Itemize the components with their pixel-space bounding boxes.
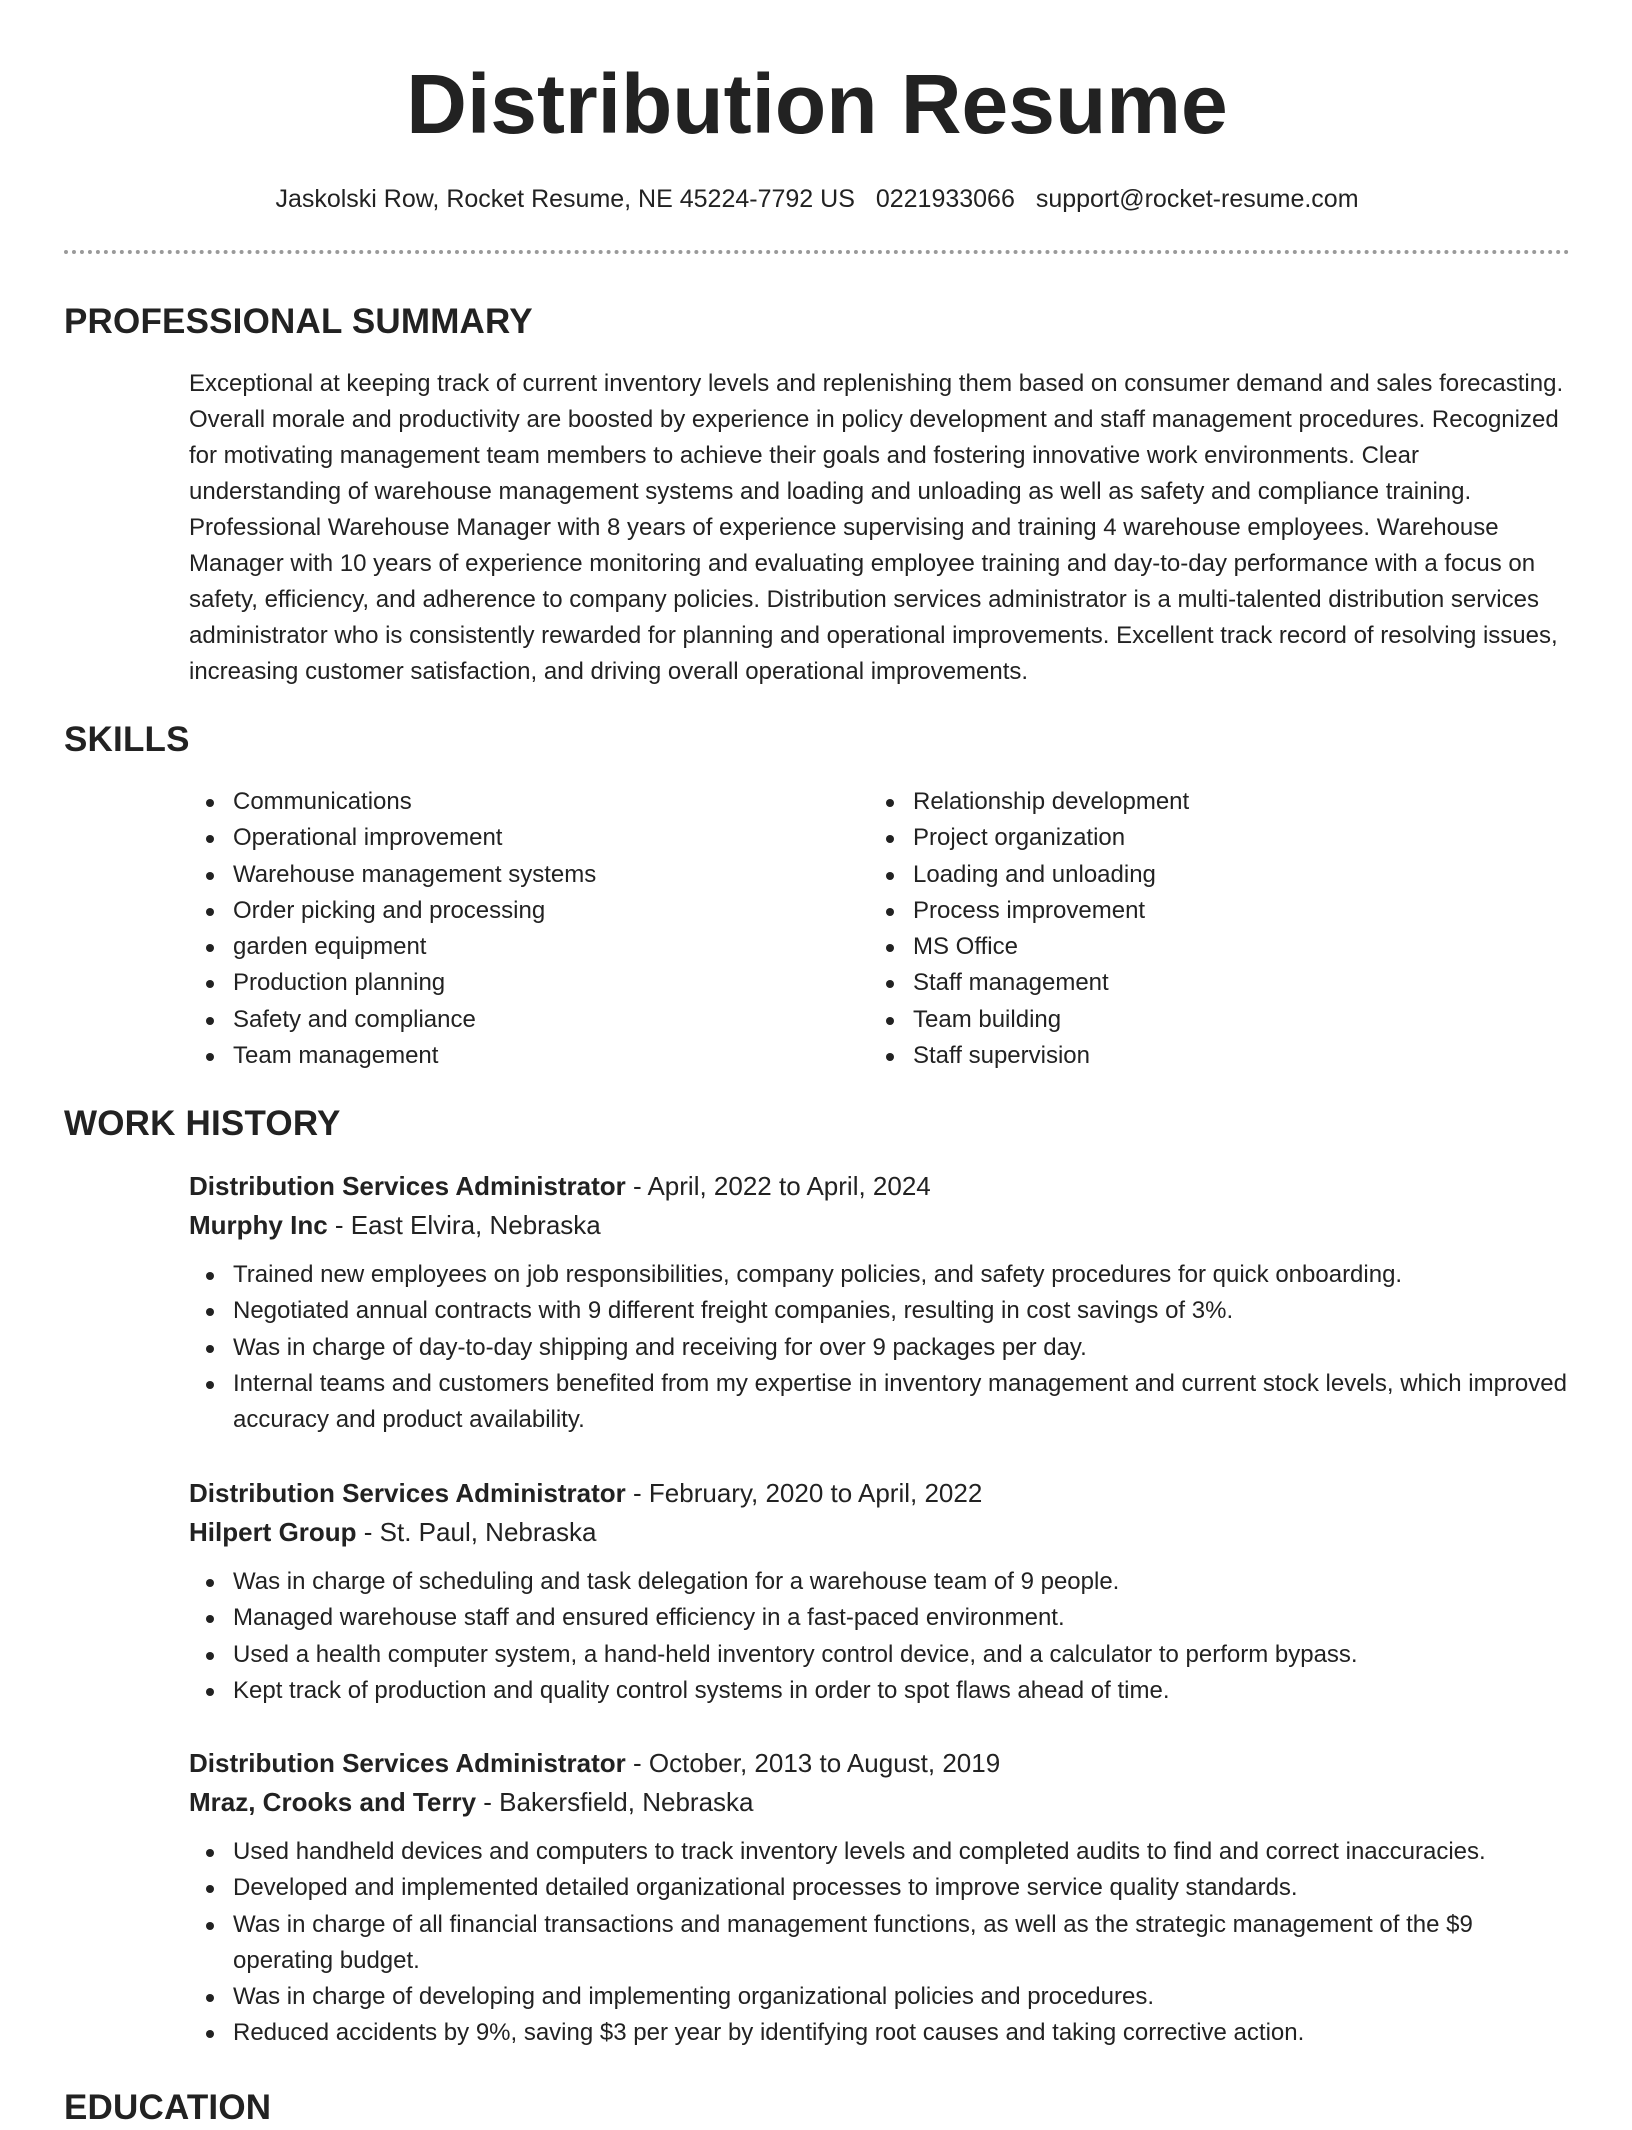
job-location: - East Elvira, Nebraska <box>327 1210 601 1240</box>
job-bullet: Reduced accidents by 9%, saving $3 per year by identifying root causes and taking corrective action. <box>189 2015 1571 2051</box>
contact-line <box>64 182 1570 216</box>
job-bullet: Was in charge of developing and implementing organizational policies and procedures. <box>189 1979 1571 2015</box>
skills-list-right <box>869 784 1189 1074</box>
skill-item: Staff management <box>869 965 1189 1001</box>
contact-address: Jaskolski Row, Rocket Resume, NE 45224-7792 US <box>275 185 855 213</box>
skills-list-left <box>189 784 596 1074</box>
skill-item: Communications <box>189 784 596 820</box>
job-title: Distribution Services Administrator <box>189 1171 626 1201</box>
job-company-line <box>189 1206 1571 1245</box>
skill-item: Team management <box>189 1038 596 1074</box>
skill-item: Team building <box>869 1002 1189 1038</box>
section-title-summary: PROFESSIONAL SUMMARY <box>64 302 533 341</box>
job-bullets <box>189 1564 1571 1709</box>
skill-item: garden equipment <box>189 929 596 965</box>
job-bullet: Was in charge of scheduling and task delegation for a warehouse team of 9 people. <box>189 1564 1571 1600</box>
skill-item: Order picking and processing <box>189 893 596 929</box>
job-bullet: Was in charge of all financial transactions and management functions, as well as the strategic management of the $9 operating budget. <box>189 1907 1571 1980</box>
job-bullets <box>189 1834 1571 2052</box>
job-bullet: Internal teams and customers benefited from my expertise in inventory management and current stock levels, which improved accuracy and product availability. <box>189 1366 1571 1439</box>
job-bullet: Kept track of production and quality control systems in order to spot flaws ahead of time. <box>189 1673 1571 1709</box>
job-bullet: Was in charge of day-to-day shipping and receiving for over 9 packages per day. <box>189 1330 1571 1366</box>
job-dates: - April, 2022 to April, 2024 <box>625 1171 931 1201</box>
skill-item: Production planning <box>189 965 596 1001</box>
skill-item: Relationship development <box>869 784 1189 820</box>
job-title-line <box>189 1744 1571 1783</box>
professional-summary: Exceptional at keeping track of current inventory levels and replenishing them based on consumer demand and sales forecasting. Overall morale and productivity are boosted by experience in policy development and staff management procedures. Recognized for motivating management team members to achieve their goals and fostering innovative work environments. Clear understanding of warehouse management systems and loading and unloading as well as safety and compliance training. Professional Warehouse Manager with 8 years of experience supervising and training 4 warehouse employees. Warehouse Manager with 10 years of experience monitoring and evaluating employee training and day-to-day performance with a focus on safety, efficiency, and adherence to company policies. Distribution services administrator is a multi-talented distribution services administrator who is consistently rewarded for planning and operational improvements. Excellent track record of resolving issues, increasing customer satisfaction, and driving overall operational improvements. <box>189 370 1564 685</box>
skill-item: Safety and compliance <box>189 1002 596 1038</box>
header-divider <box>64 250 1570 254</box>
job-bullet: Trained new employees on job responsibilities, company policies, and safety procedures for quick onboarding. <box>189 1257 1571 1293</box>
job-company: Mraz, Crooks and Terry <box>189 1787 477 1817</box>
skill-item: Project organization <box>869 820 1189 856</box>
job-location: - St. Paul, Nebraska <box>356 1517 597 1547</box>
job-title-line <box>189 1167 1571 1206</box>
skill-item: Operational improvement <box>189 820 596 856</box>
resume-header <box>64 48 1570 216</box>
job-company: Hilpert Group <box>189 1517 357 1547</box>
job-bullet: Developed and implemented detailed organizational processes to improve service quality standards. <box>189 1870 1571 1906</box>
job-bullet: Used a health computer system, a hand-held inventory control device, and a calculator to perform bypass. <box>189 1637 1571 1673</box>
skill-item: Warehouse management systems <box>189 857 596 893</box>
job-bullet: Negotiated annual contracts with 9 different freight companies, resulting in cost savings of 3%. <box>189 1293 1571 1329</box>
resume-title: Distribution Resume <box>406 57 1228 151</box>
job-entry <box>189 1744 1571 2052</box>
skill-item: Loading and unloading <box>869 857 1189 893</box>
contact-email: support@rocket-resume.com <box>1035 185 1359 213</box>
job-company: Murphy Inc <box>189 1210 328 1240</box>
job-bullet: Managed warehouse staff and ensured efficiency in a fast-paced environment. <box>189 1600 1571 1636</box>
job-title: Distribution Services Administrator <box>189 1478 626 1508</box>
section-title-education: EDUCATION <box>64 2088 272 2127</box>
job-entry <box>189 1474 1571 1709</box>
contact-phone: 0221933066 <box>875 185 1015 213</box>
skill-item: Staff supervision <box>869 1038 1189 1074</box>
skill-item: Process improvement <box>869 893 1189 929</box>
job-bullets <box>189 1257 1571 1438</box>
section-title-work-history: WORK HISTORY <box>64 1104 341 1143</box>
job-company-line <box>189 1513 1571 1552</box>
skill-item: MS Office <box>869 929 1189 965</box>
section-title-skills: SKILLS <box>64 720 190 759</box>
job-bullet: Used handheld devices and computers to track inventory levels and completed audits to find and correct inaccuracies. <box>189 1834 1571 1870</box>
job-title: Distribution Services Administrator <box>189 1748 626 1778</box>
job-dates: - February, 2020 to April, 2022 <box>625 1478 983 1508</box>
job-dates: - October, 2013 to August, 2019 <box>625 1748 1001 1778</box>
job-title-line <box>189 1474 1571 1513</box>
job-location: - Bakersfield, Nebraska <box>476 1787 754 1817</box>
job-company-line <box>189 1783 1571 1822</box>
job-entry <box>189 1167 1571 1438</box>
